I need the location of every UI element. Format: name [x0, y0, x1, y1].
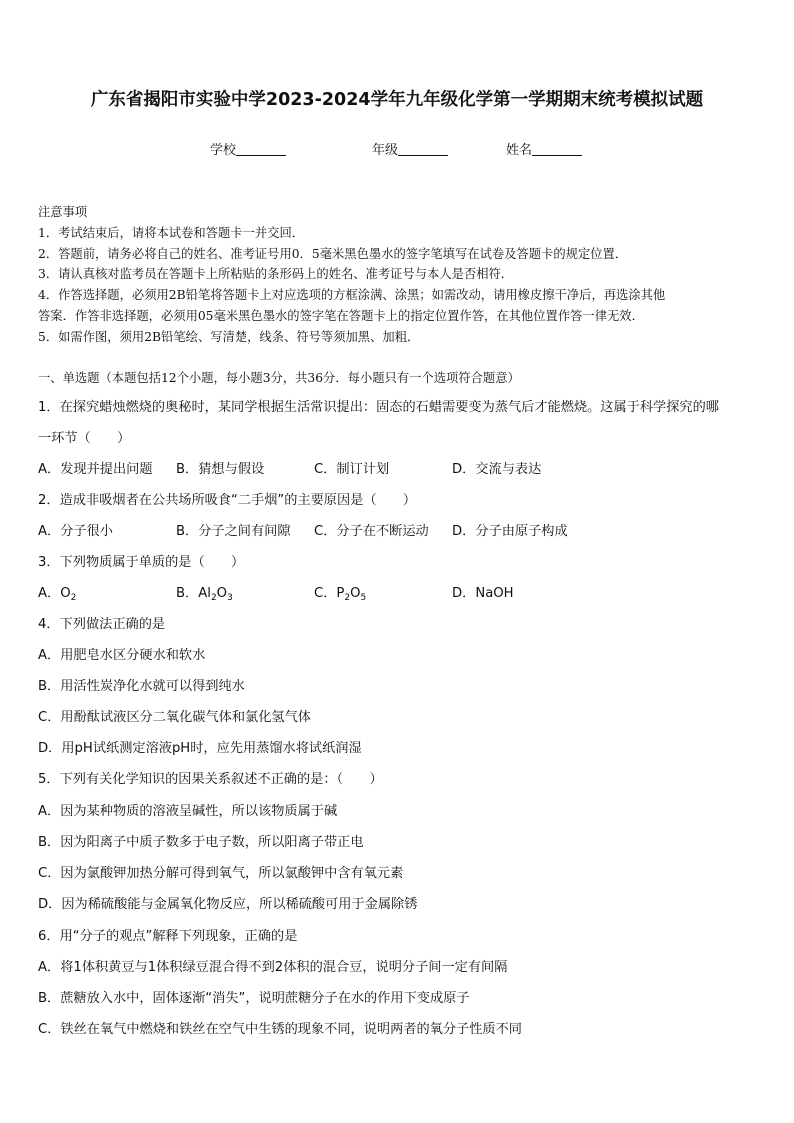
- option-letter: B．: [176, 586, 199, 601]
- q3-option-c[interactable]: [314, 582, 366, 603]
- notes-heading: 注意事项: [38, 205, 88, 219]
- formula-subscript: 2: [210, 593, 217, 603]
- page-title: 广东省揭阳市实验中学2023-2024学年九年级化学第一学期期末统考模拟试题: [90, 90, 704, 110]
- name-blank: [532, 142, 582, 156]
- q4-option-d[interactable]: D．用pH试纸测定溶液pH时，应先用蒸馏水将试纸润湿: [38, 741, 362, 756]
- question-4-stem: 4．下列做法正确的是: [38, 617, 166, 632]
- grade-blank: [398, 142, 448, 156]
- q6-option-b[interactable]: B．蔗糖放入水中，固体逐渐“消失”，说明蔗糖分子在水的作用下变成原子: [38, 991, 470, 1006]
- q4-option-a[interactable]: A．用肥皂水区分硬水和软水: [38, 648, 206, 663]
- question-5-stem: 5．下列有关化学知识的因果关系叙述不正确的是：（ ）: [38, 772, 383, 787]
- name-label: 姓名: [506, 143, 533, 158]
- formula-subscript: 2: [70, 593, 77, 603]
- question-6-stem: 6．用“分子的观点”解释下列现象，正确的是: [38, 929, 298, 944]
- note-item: 4．作答选择题，必须用2B铅笔将答题卡上对应选项的方框涂满、涂黑；如需改动，请用橡皮擦干净后，再选涂其他: [38, 288, 666, 303]
- notes-block: [38, 202, 758, 348]
- q5-option-b[interactable]: B．因为阳离子中质子数多于电子数，所以阳离子带正电: [38, 835, 364, 850]
- question-3-stem: 3．下列物质属于单质的是（ ）: [38, 555, 245, 570]
- q6-option-c[interactable]: C．铁丝在氧气中燃烧和铁丝在空气中生锈的现象不同，说明两者的氧分子性质不同: [38, 1022, 522, 1037]
- q3-option-d[interactable]: [452, 582, 514, 601]
- q4-option-c[interactable]: C．用酚酞试液区分二氧化碳气体和氯化氢气体: [38, 710, 311, 725]
- section-heading: 一、单选题（本题包括12个小题，每小题3分，共36分．每小题只有一个选项符合题意）: [38, 371, 520, 385]
- q5-option-d[interactable]: D．因为稀硫酸能与金属氧化物反应，所以稀硫酸可用于金属除锈: [38, 897, 418, 912]
- formula-subscript: 3: [227, 593, 233, 603]
- formula-part: P: [336, 586, 345, 601]
- note-item: 5．如需作图，须用2B铅笔绘、写清楚，线条、符号等须加黑、加粗．: [38, 329, 420, 344]
- q2-option-c[interactable]: C．分子在不断运动: [314, 524, 429, 539]
- q3-option-a[interactable]: [38, 582, 76, 603]
- formula-part: O: [60, 586, 71, 601]
- formula-part: O: [350, 586, 361, 601]
- q5-option-c[interactable]: C．因为氯酸钾加热分解可得到氧气，所以氯酸钾中含有氧元素: [38, 866, 404, 881]
- option-letter: D．: [452, 586, 476, 601]
- q2-option-d[interactable]: D．分子由原子构成: [452, 524, 568, 539]
- formula-subscript: 2: [344, 593, 351, 603]
- q5-option-a[interactable]: A．因为某种物质的溶液呈碱性，所以该物质属于碱: [38, 804, 338, 819]
- school-blank: [236, 142, 286, 156]
- note-item: 答案．作答非选择题，必须用05毫米黑色墨水的签字笔在答题卡上的指定位置作答，在其他位置作答一律无效．: [38, 308, 644, 323]
- q1-option-d[interactable]: D．交流与表达: [452, 462, 542, 477]
- name-field: [506, 139, 582, 158]
- formula-subscript: 5: [360, 593, 367, 603]
- q2-option-b[interactable]: B．分子之间有间隙: [176, 524, 291, 539]
- question-2-stem: 2．造成非吸烟者在公共场所吸食“二手烟”的主要原因是（ ）: [38, 493, 417, 508]
- school-label: 学校: [210, 143, 237, 158]
- school-field: [210, 139, 286, 158]
- q4-option-b[interactable]: B．用活性炭净化水就可以得到纯水: [38, 679, 245, 694]
- question-1-stem-cont: 一环节（ ）: [38, 431, 131, 446]
- q2-option-a[interactable]: A．分子很小: [38, 524, 113, 539]
- note-item: 1．考试结束后，请将本试卷和答题卡一并交回．: [38, 225, 305, 240]
- question-1-stem: 1．在探究蜡烛燃烧的奥秘时，某同学根据生活常识提出：固态的石蜡需要变为蒸气后才能燃烧。这属于科学探究的哪: [38, 400, 719, 415]
- formula-part: NaOH: [475, 586, 514, 601]
- q6-option-a[interactable]: A．将1体积黄豆与1体积绿豆混合得不到2体积的混合豆，说明分子间一定有间隔: [38, 960, 508, 975]
- formula-part: Al: [198, 586, 211, 601]
- q1-option-b[interactable]: B．猜想与假设: [176, 462, 265, 477]
- option-letter: C．: [314, 586, 337, 601]
- q1-option-c[interactable]: C．制订计划: [314, 462, 390, 477]
- grade-label: 年级: [372, 143, 399, 158]
- grade-field: [372, 139, 448, 158]
- note-item: 3．请认真核对监考员在答题卡上所粘贴的条形码上的姓名、准考证号与本人是否相符．: [38, 267, 514, 282]
- q1-option-a[interactable]: A．发现并提出问题: [38, 462, 153, 477]
- option-letter: A．: [38, 586, 61, 601]
- formula-part: O: [216, 586, 228, 601]
- q3-option-b[interactable]: [176, 582, 233, 603]
- note-item: 2．答题前，请务必将自己的姓名、准考证号用0．5毫米黑色墨水的签字笔填写在试卷及答题卡的规定位置．: [38, 246, 628, 261]
